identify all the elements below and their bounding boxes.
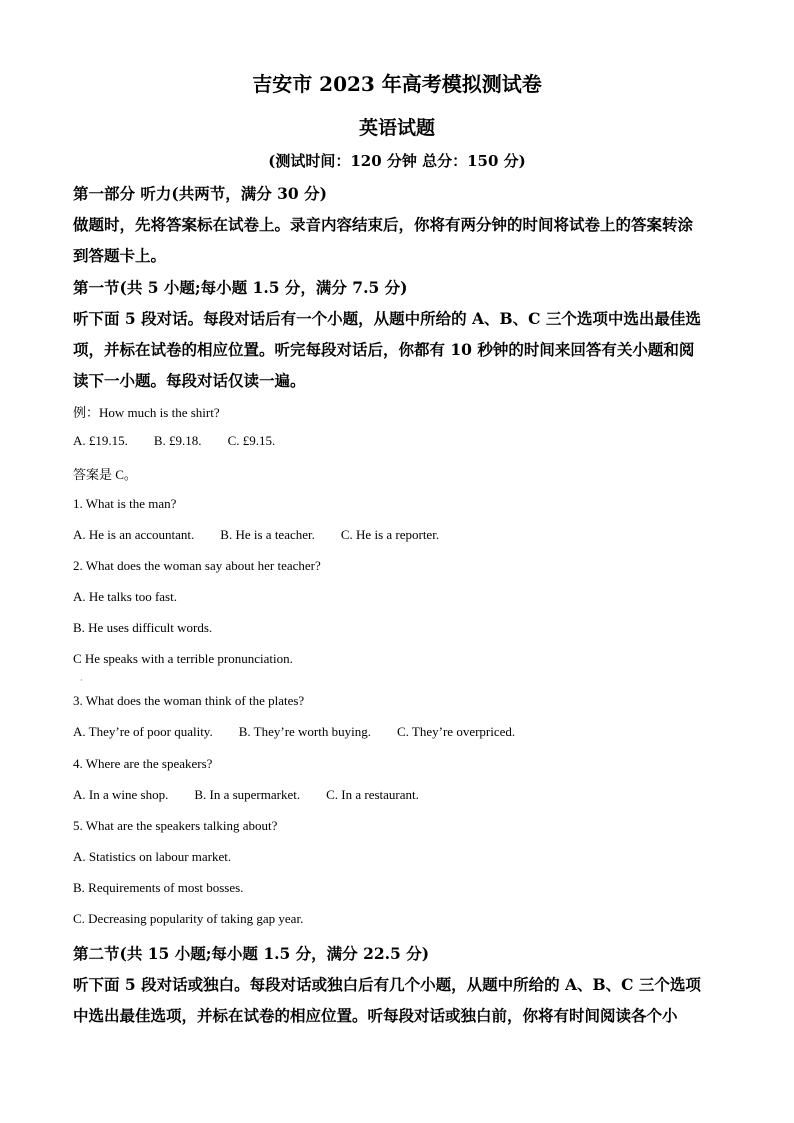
- question-2-option-a: A. He talks too fast.: [73, 589, 177, 604]
- subject-title: 英语试题: [358, 117, 435, 139]
- exam-info: (测试时间：120 分钟 总分：150 分): [268, 152, 526, 170]
- exam-title: 吉安市 2023 年高考模拟测试卷: [252, 72, 542, 96]
- question-4-option-a: A. In a wine shop.: [73, 787, 169, 802]
- question-2-option-c: C He speaks with a terrible pronunciation.: [73, 651, 293, 666]
- question-2-option-b: B. He uses difficult words.: [73, 620, 213, 635]
- question-4-option-c: C. In a restaurant.: [326, 787, 419, 802]
- question-1-option-a: A. He is an accountant.: [73, 527, 195, 542]
- section1-instruction-line-2: 项，并标在试卷的相应位置。听完每段对话后，你都有 10 秒钟的时间来回答有关小题和阅: [73, 340, 695, 359]
- question-1-option-c: C. He is a reporter.: [340, 527, 440, 542]
- question-2: 2. What does the woman say about her teacher?: [73, 558, 321, 573]
- question-1: 1. What is the man?: [73, 496, 177, 511]
- part1-heading: 第一部分 听力(共两节，满分 30 分): [73, 184, 327, 203]
- question-4-option-b: B. In a supermarket.: [194, 787, 301, 802]
- question-3-option-c: C. They’re overpriced.: [397, 724, 516, 739]
- example-option-a: A. £19.15.: [73, 433, 128, 448]
- section2-instruction-line-1: 听下面 5 段对话或独白。每段对话或独白后有几个小题，从题中所给的 A、B、C 三个选项: [73, 975, 701, 994]
- part1-instruction-line-2: 到答题卡上。: [73, 246, 167, 265]
- question-1-option-b: B. He is a teacher.: [220, 527, 315, 542]
- question-3-options: [73, 724, 515, 740]
- section2-instruction-line-2: 中选出最佳选项，并标在试卷的相应位置。听每段对话或独白前，你将有时间阅读各个小: [73, 1006, 678, 1025]
- example-question: 例：How much is the shirt?: [73, 405, 220, 420]
- example-option-b: B. £9.18.: [153, 433, 202, 448]
- example-option-c: C. £9.15.: [227, 433, 276, 448]
- section1-heading: 第一节(共 5 小题;每小题 1.5 分，满分 7.5 分): [73, 278, 408, 297]
- example-answer: 答案是 C。: [73, 467, 137, 482]
- question-5-option-a: A. Statistics on labour market.: [73, 849, 232, 864]
- question-5: 5. What are the speakers talking about?: [73, 818, 278, 833]
- section1-instruction-line-3: 读下一小题。每段对话仅读一遍。: [73, 371, 306, 390]
- question-1-options: [73, 527, 439, 543]
- question-5-option-b: B. Requirements of most bosses.: [73, 880, 244, 895]
- question-3: 3. What does the woman think of the plates?: [73, 693, 305, 708]
- part1-instruction-line-1: 做题时，先将答案标在试卷上。录音内容结束后，你将有两分钟的时间将试卷上的答案转涂: [73, 215, 694, 234]
- question-3-option-b: B. They’re worth buying.: [238, 724, 371, 739]
- question-3-option-a: A. They’re of poor quality.: [73, 724, 213, 739]
- question-4: 4. Where are the speakers?: [73, 756, 213, 771]
- stray-dot: ·: [80, 676, 83, 685]
- question-4-options: [73, 787, 419, 803]
- question-5-option-c: C. Decreasing popularity of taking gap year.: [73, 911, 304, 926]
- section1-instruction-line-1: 听下面 5 段对话。每段对话后有一个小题，从题中所给的 A、B、C 三个选项中选出最佳选: [73, 309, 701, 328]
- section2-heading: 第二节(共 15 小题;每小题 1.5 分，满分 22.5 分): [73, 944, 430, 963]
- example-options: [73, 433, 275, 449]
